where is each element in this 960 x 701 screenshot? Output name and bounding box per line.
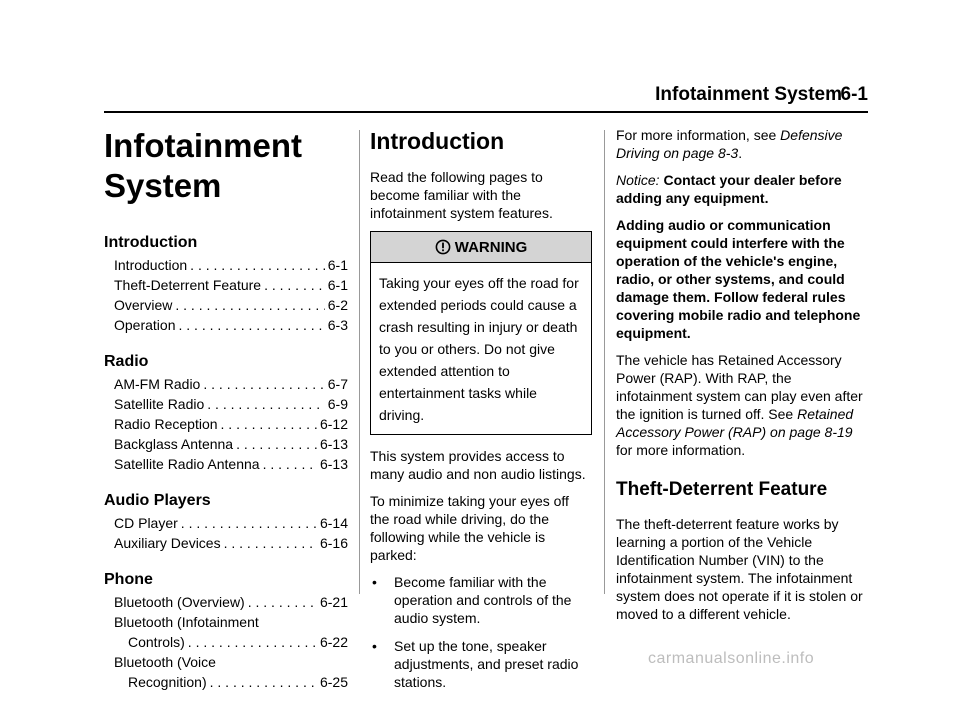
toc-entry[interactable]: Bluetooth (Overview) . . . 6-21 xyxy=(104,592,348,612)
notice-paragraph xyxy=(616,171,870,207)
column-divider xyxy=(604,130,605,594)
chapter-title-line2: System xyxy=(104,167,222,204)
chapter-title-line1: Infotainment xyxy=(104,127,302,164)
toc-entry[interactable]: AM-FM Radio . . . 6-7 xyxy=(104,374,348,394)
toc-entry-line2[interactable]: Controls) . . . 6-22 xyxy=(104,632,348,652)
toc-entry[interactable]: Operation . . . 6-3 xyxy=(104,315,348,335)
toc-heading: Introduction xyxy=(104,234,198,251)
toc-entry[interactable]: Introduction . . . 6-1 xyxy=(104,255,348,275)
warning-label: WARNING xyxy=(454,238,528,256)
warning-text: Taking your eyes off the road for extended periods could cause a crash resulting in injury or death to you or others. Do not give extended attention to entertainment tasks while driving. xyxy=(379,275,579,423)
toc-heading: Radio xyxy=(104,353,149,370)
toc-heading: Phone xyxy=(104,571,153,588)
warning-header xyxy=(371,232,591,263)
bullet-text: Set up the tone, speaker adjustments, and preset radio stations. xyxy=(394,638,579,690)
theft-paragraph: The theft-deterrent feature works by learning a portion of the Vehicle Identification Number (VIN) to the infotainment system. The infotainment system does not operate if it is stolen or moved to a different vehicle. xyxy=(616,516,863,622)
section-title-introduction: Introduction xyxy=(370,128,505,154)
warning-box xyxy=(370,231,592,435)
rap-paragraph: The vehicle has Retained Accessory Power (RAP). With RAP, the infotainment system can play even after the ignition is turned off. See Retained Accessory Power (RAP) on page 8-19 for more information. xyxy=(616,352,863,458)
watermark: carmanualsonline.info xyxy=(648,650,815,667)
toc-entry[interactable]: Theft-Deterrent Feature . . . 6-1 xyxy=(104,275,348,295)
cross-reference-link[interactable]: Retained Accessory Power (RAP) on page 8-19 xyxy=(616,406,854,440)
section-title-theft-deterrent: Theft-Deterrent Feature xyxy=(616,479,828,500)
toc-section-radio xyxy=(104,353,348,474)
toc-entry-line1[interactable]: Bluetooth (Voice xyxy=(114,654,216,670)
bullet-icon: • xyxy=(372,574,377,590)
toc-entry[interactable]: Backglass Antenna . . . 6-13 xyxy=(104,434,348,454)
intro-paragraph: Read the following pages to become familiar with the infotainment system features. xyxy=(370,169,553,221)
chapter-title xyxy=(104,126,348,206)
bullet-item xyxy=(370,637,592,691)
warning-icon xyxy=(435,239,451,255)
third-column xyxy=(616,126,870,632)
notice-detail-paragraph: Adding audio or communication equipment could interfere with the operation of the vehicle's engine, radio, or other systems, and could damage them. Follow federal rules covering mobile radio and telephone equipment. xyxy=(616,217,861,341)
toc-entry-line2[interactable]: Recognition) . . . 6-25 xyxy=(104,672,348,692)
bullet-icon: • xyxy=(372,638,377,654)
toc-entry[interactable]: Radio Reception . . . 6-12 xyxy=(104,414,348,434)
toc-entry[interactable]: Overview . . . 6-2 xyxy=(104,295,348,315)
header-rule xyxy=(104,111,868,113)
toc-entry[interactable]: Auxiliary Devices . . . 6-16 xyxy=(104,533,348,553)
toc-section-phone xyxy=(104,571,348,692)
toc-heading: Audio Players xyxy=(104,492,211,509)
running-header-page-number: 6-1 xyxy=(840,84,868,105)
toc-entry[interactable]: Satellite Radio Antenna . . . 6-13 xyxy=(104,454,348,474)
notice-text: Contact your dealer before adding any equipment. xyxy=(616,172,842,206)
cross-reference-link[interactable]: Defensive Driving on page 8-3 xyxy=(616,127,843,161)
bullet-text: Become familiar with the operation and controls of the audio system. xyxy=(394,574,572,626)
more-info-paragraph: For more information, see Defensive Driving on page 8-3. xyxy=(616,127,843,161)
bullet-item xyxy=(370,573,592,627)
toc-entry[interactable]: Satellite Radio . . . 6-9 xyxy=(104,394,348,414)
minimize-paragraph: To minimize taking your eyes off the road while driving, do the following while the vehicle is parked: xyxy=(370,493,569,563)
toc-section-audio-players xyxy=(104,492,348,553)
running-header-title: Infotainment System xyxy=(655,84,842,105)
toc-entry-line1[interactable]: Bluetooth (Infotainment xyxy=(114,614,259,630)
toc-entry[interactable]: CD Player . . . 6-14 xyxy=(104,513,348,533)
chapter-contents xyxy=(104,126,348,692)
column-divider xyxy=(359,130,360,594)
toc-section-introduction xyxy=(104,234,348,335)
system-paragraph: This system provides access to many audio and non audio listings. xyxy=(370,448,586,482)
introduction-column xyxy=(370,126,592,701)
notice-label: Notice: xyxy=(616,172,660,188)
